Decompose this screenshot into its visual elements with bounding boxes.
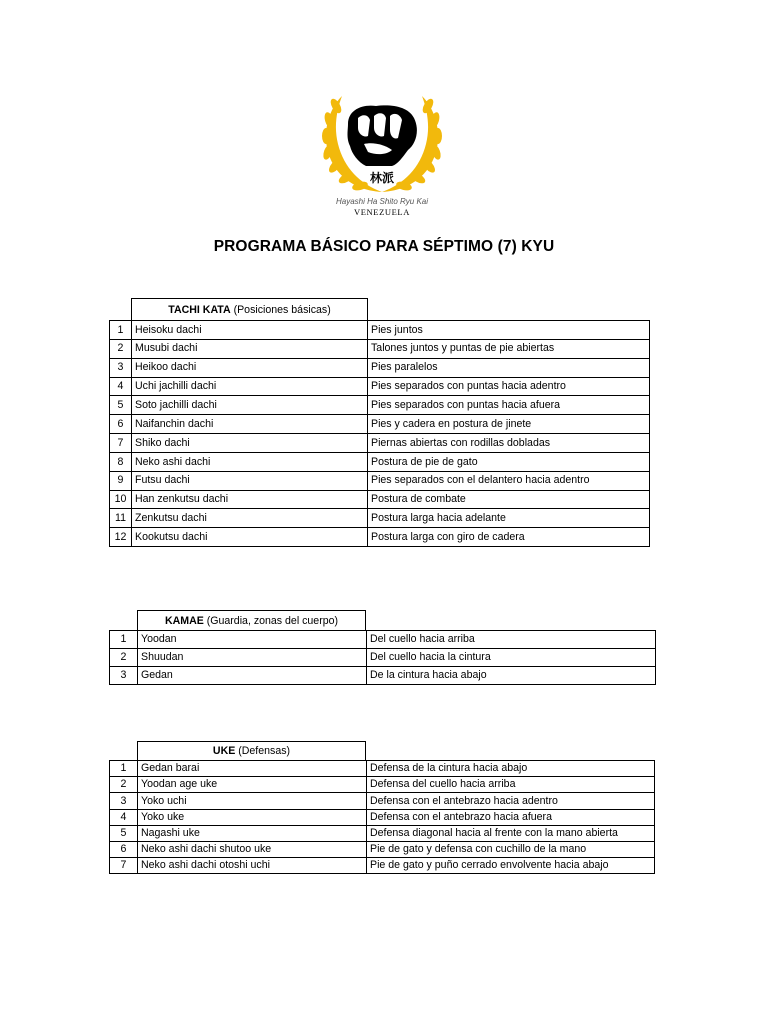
section-header-kamae: [137, 610, 366, 630]
logo-text-line2: VENEZUELA: [354, 207, 410, 217]
row-number: 12: [110, 528, 132, 547]
technique-name: Soto jachilli dachi: [132, 396, 368, 415]
table-row: [110, 528, 650, 547]
row-number: 2: [110, 777, 138, 793]
table-row: [110, 667, 656, 685]
section-subtitle: (Defensas): [235, 745, 291, 757]
table-row: [110, 809, 655, 825]
technique-description: Postura larga hacia adelante: [368, 509, 650, 528]
technique-description: Piernas abiertas con rodillas dobladas: [368, 434, 650, 453]
row-number: 1: [110, 321, 132, 340]
row-number: 1: [110, 631, 138, 649]
technique-description: Defensa diagonal hacia al frente con la mano abierta: [367, 825, 655, 841]
technique-name: Musubi dachi: [132, 339, 368, 358]
row-number: 11: [110, 509, 132, 528]
technique-description: Postura de combate: [368, 490, 650, 509]
kamae-table: [109, 630, 656, 685]
technique-name: Yoodan: [138, 631, 367, 649]
technique-description: Defensa con el antebrazo hacia adentro: [367, 793, 655, 809]
school-logo: [318, 88, 446, 220]
technique-description: Pie de gato y puño cerrado envolvente hacia abajo: [367, 858, 655, 874]
technique-description: Talones juntos y puntas de pie abiertas: [368, 339, 650, 358]
technique-name: Nagashi uke: [138, 825, 367, 841]
row-number: 2: [110, 649, 138, 667]
technique-name: Naifanchin dachi: [132, 415, 368, 434]
row-number: 7: [110, 858, 138, 874]
fist-icon: [348, 105, 417, 166]
technique-description: Pies y cadera en postura de jinete: [368, 415, 650, 434]
table-row: [110, 793, 655, 809]
section-header-uke: [137, 741, 366, 760]
technique-description: Pies separados con puntas hacia adentro: [368, 377, 650, 396]
technique-description: Postura de pie de gato: [368, 452, 650, 471]
technique-description: Pies separados con el delantero hacia adentro: [368, 471, 650, 490]
technique-name: Kookutsu dachi: [132, 528, 368, 547]
table-row: [110, 434, 650, 453]
technique-description: De la cintura hacia abajo: [367, 667, 656, 685]
row-number: 3: [110, 793, 138, 809]
table-row: [110, 321, 650, 340]
table-row: [110, 509, 650, 528]
table-row: [110, 452, 650, 471]
technique-description: Pie de gato y defensa con cuchillo de la mano: [367, 841, 655, 857]
row-number: 10: [110, 490, 132, 509]
technique-description: Postura larga con giro de cadera: [368, 528, 650, 547]
table-row: [110, 377, 650, 396]
table-row: [110, 825, 655, 841]
technique-name: Gedan barai: [138, 761, 367, 777]
tachi-kata-table: [109, 320, 650, 547]
table-row: [110, 841, 655, 857]
technique-name: Zenkutsu dachi: [132, 509, 368, 528]
row-number: 4: [110, 377, 132, 396]
section-title: KAMAE: [164, 615, 204, 627]
technique-name: Yoko uchi: [138, 793, 367, 809]
technique-name: Gedan: [138, 667, 367, 685]
table-row: [110, 415, 650, 434]
technique-name: Neko ashi dachi otoshi uchi: [138, 858, 367, 874]
row-number: 9: [110, 471, 132, 490]
section-subtitle: (Guardia, zonas del cuerpo): [203, 615, 339, 627]
table-row: [110, 358, 650, 377]
row-number: 2: [110, 339, 132, 358]
section-subtitle: (Posiciones básicas): [230, 304, 331, 316]
technique-name: Heisoku dachi: [132, 321, 368, 340]
row-number: 6: [110, 841, 138, 857]
row-number: 5: [110, 396, 132, 415]
table-row: [110, 761, 655, 777]
technique-name: Shuudan: [138, 649, 367, 667]
technique-name: Han zenkutsu dachi: [132, 490, 368, 509]
logo-text-line1: Hayashi Ha Shito Ryu Kai: [335, 197, 429, 206]
technique-name: Yoko uke: [138, 809, 367, 825]
row-number: 6: [110, 415, 132, 434]
technique-description: Defensa de la cintura hacia abajo: [367, 761, 655, 777]
table-row: [110, 471, 650, 490]
uke-table: [109, 760, 655, 874]
technique-name: Heikoo dachi: [132, 358, 368, 377]
row-number: 4: [110, 809, 138, 825]
row-number: 5: [110, 825, 138, 841]
table-row: [110, 339, 650, 358]
row-number: 8: [110, 452, 132, 471]
technique-description: Pies juntos: [368, 321, 650, 340]
row-number: 7: [110, 434, 132, 453]
technique-description: Del cuello hacia la cintura: [367, 649, 656, 667]
technique-name: Yoodan age uke: [138, 777, 367, 793]
technique-name: Uchi jachilli dachi: [132, 377, 368, 396]
logo-kanji: 林派: [369, 171, 395, 185]
table-row: [110, 631, 656, 649]
technique-name: Shiko dachi: [132, 434, 368, 453]
technique-description: Defensa del cuello hacia arriba: [367, 777, 655, 793]
technique-description: Pies separados con puntas hacia afuera: [368, 396, 650, 415]
table-row: [110, 777, 655, 793]
section-title: TACHI KATA: [168, 304, 231, 316]
section-header-tachi-kata: [131, 298, 368, 320]
technique-name: Neko ashi dachi shutoo uke: [138, 841, 367, 857]
row-number: 3: [110, 358, 132, 377]
table-row: [110, 858, 655, 874]
technique-name: Futsu dachi: [132, 471, 368, 490]
technique-description: Defensa con el antebrazo hacia afuera: [367, 809, 655, 825]
row-number: 3: [110, 667, 138, 685]
table-row: [110, 490, 650, 509]
table-row: [110, 396, 650, 415]
technique-description: Pies paralelos: [368, 358, 650, 377]
row-number: 1: [110, 761, 138, 777]
section-title: UKE: [212, 745, 236, 757]
technique-description: Del cuello hacia arriba: [367, 631, 656, 649]
technique-name: Neko ashi dachi: [132, 452, 368, 471]
table-row: [110, 649, 656, 667]
page-title: PROGRAMA BÁSICO PARA SÉPTIMO (7) KYU: [213, 238, 555, 255]
